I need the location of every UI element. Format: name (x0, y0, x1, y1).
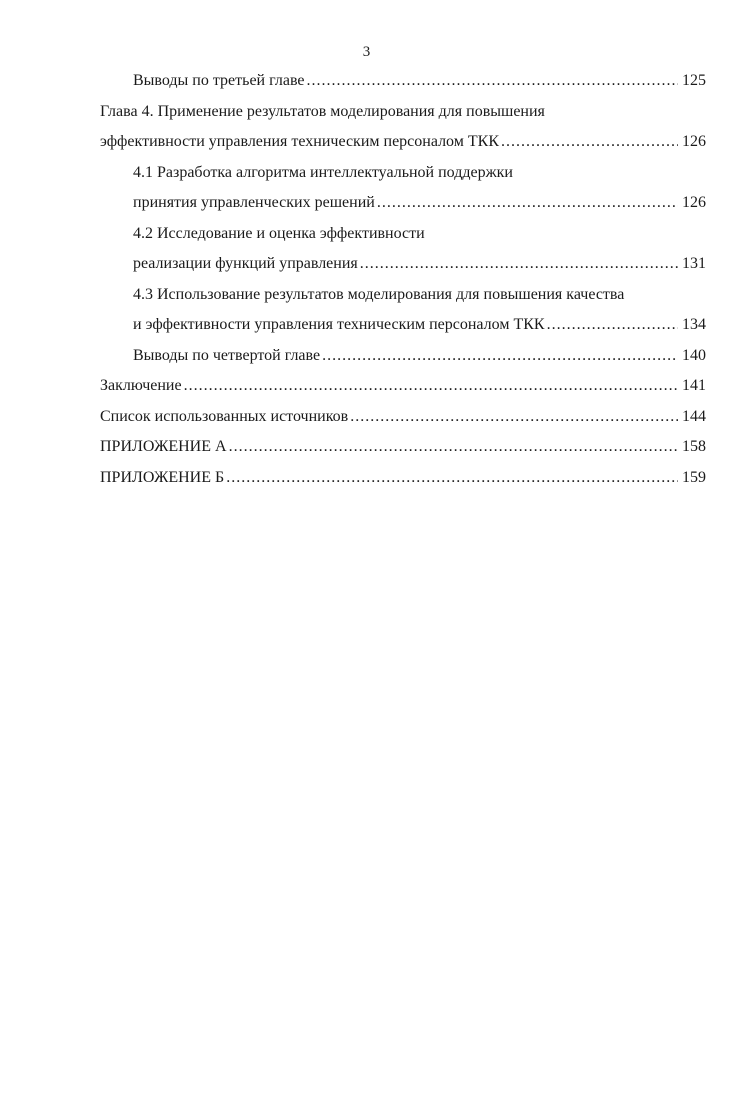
toc-entry-title: принятия управленческих решений (133, 194, 375, 211)
toc-entry-title: Выводы по четвертой главе (133, 346, 321, 364)
toc-entry-section-4-3-line-2[interactable] (100, 310, 706, 341)
dot-leader (377, 188, 678, 219)
toc-entry-chapter-4-line-1[interactable] (100, 97, 706, 128)
dot-leader (360, 249, 678, 280)
toc-entry-title: Список использованных источников (100, 407, 349, 425)
dot-leader (229, 432, 678, 463)
toc-entry-title: эффективности управления техническим персоналом ТКК (100, 133, 499, 150)
dot-leader (307, 66, 679, 97)
dot-leader (184, 371, 678, 402)
toc-entry-page: 125 (682, 72, 706, 89)
table-of-contents (100, 66, 706, 493)
toc-entry-title: 4.3 Использование результатов моделирования для повышения качества (133, 285, 625, 303)
toc-entry-section-4-1-line-1[interactable] (100, 158, 706, 189)
toc-entry-section-4-1-line-2[interactable] (100, 188, 706, 219)
dot-leader (501, 127, 678, 158)
toc-entry-page: 126 (682, 133, 706, 150)
toc-entry-title: ПРИЛОЖЕНИЕ А (100, 438, 227, 455)
toc-entry-title: и эффективности управления техническим персоналом ТКК (133, 316, 545, 333)
toc-entry-page: 158 (682, 438, 706, 455)
toc-entry-title: Заключение (100, 377, 182, 394)
toc-entry-section-4-2-line-1[interactable] (100, 219, 706, 250)
toc-entry-title: 4.1 Разработка алгоритма интеллектуальной поддержки (133, 163, 513, 181)
toc-entry-page: 159 (682, 468, 706, 486)
toc-entry-title: Глава 4. Применение результатов моделирования для повышения (100, 102, 545, 120)
toc-entry-title: ПРИЛОЖЕНИЕ Б (100, 468, 225, 486)
toc-entry-section-4-3-line-1[interactable] (100, 280, 706, 311)
dot-leader (350, 402, 678, 433)
toc-entry-page: 141 (682, 377, 706, 394)
toc-entry-appendix-b[interactable] (100, 463, 706, 494)
toc-entry-chapter-4-line-2[interactable] (100, 127, 706, 158)
toc-entry-conclusion[interactable] (100, 371, 706, 402)
toc-entry-section-4-2-line-2[interactable] (100, 249, 706, 280)
toc-entry-page: 144 (682, 407, 706, 425)
toc-entry-third-chapter-conclusions[interactable] (100, 66, 706, 97)
toc-entry-page: 131 (682, 255, 706, 272)
toc-entry-page: 126 (682, 194, 706, 211)
dot-leader (226, 463, 678, 494)
toc-entry-references[interactable] (100, 402, 706, 433)
toc-entry-page: 134 (682, 316, 706, 333)
toc-entry-title: реализации функций управления (133, 255, 358, 272)
page-number: 3 (362, 44, 371, 60)
toc-entry-fourth-chapter-conclusions[interactable] (100, 341, 706, 372)
dot-leader (322, 341, 678, 372)
toc-entry-title: Выводы по третьей главе (133, 72, 305, 89)
toc-entry-page: 140 (682, 346, 706, 364)
toc-entry-title: 4.2 Исследование и оценка эффективности (133, 224, 425, 242)
toc-entry-appendix-a[interactable] (100, 432, 706, 463)
dot-leader (547, 310, 678, 341)
